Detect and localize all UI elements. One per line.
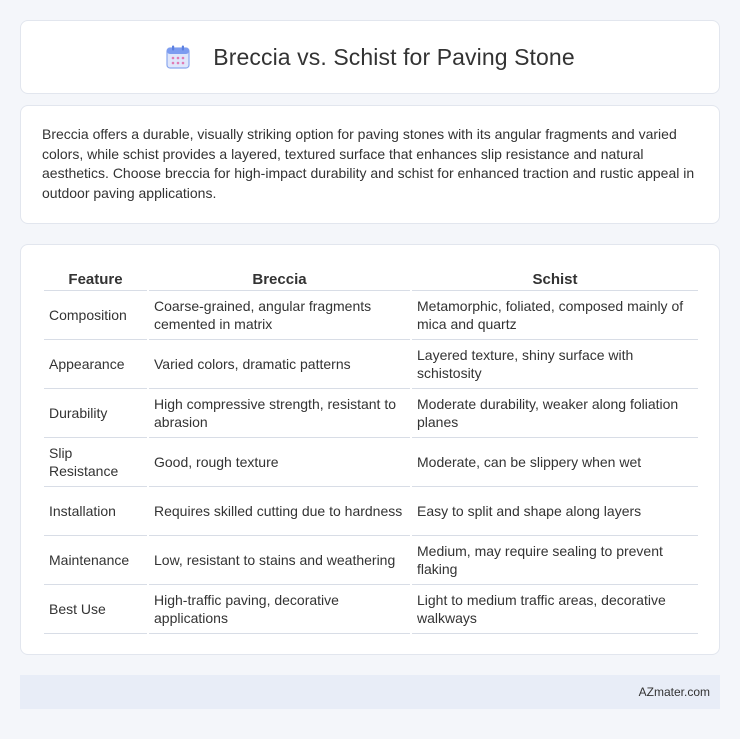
schist-cell: Medium, may require sealing to prevent flaking	[412, 536, 698, 585]
schist-cell: Light to medium traffic areas, decorative walkways	[412, 585, 698, 634]
header-breccia: Breccia	[149, 265, 410, 291]
schist-cell: Easy to split and shape along layers	[412, 487, 698, 536]
feature-cell: Installation	[44, 487, 147, 536]
breccia-cell: High-traffic paving, decorative applications	[149, 585, 410, 634]
footer-site-link[interactable]: AZmater.com	[638, 685, 710, 699]
table-row	[44, 389, 698, 438]
schist-cell: Moderate durability, weaker along foliation planes	[412, 389, 698, 438]
breccia-cell: High compressive strength, resistant to abrasion	[149, 389, 410, 438]
breccia-cell: Low, resistant to stains and weathering	[149, 536, 410, 585]
header-schist: Schist	[412, 265, 698, 291]
summary-text: Breccia offers a durable, visually striking option for paving stones with its angular fragments and varied colors, while schist provides a layered, textured surface that enhances slip resistance and natural aesthetics. Choose breccia for high-impact durability and schist for enhanced traction and rustic appeal in outdoor paving applications.	[42, 126, 695, 201]
feature-cell: Appearance	[44, 340, 147, 389]
schist-cell: Metamorphic, foliated, composed mainly of mica and quartz	[412, 291, 698, 340]
feature-cell: Durability	[44, 389, 147, 438]
table-row	[44, 438, 698, 487]
breccia-cell: Good, rough texture	[149, 438, 410, 487]
comparison-card	[20, 244, 720, 655]
table-row	[44, 487, 698, 536]
table-row	[44, 536, 698, 585]
table-header-row	[44, 265, 698, 291]
table-row	[44, 340, 698, 389]
feature-cell: Best Use	[44, 585, 147, 634]
header-feature: Feature	[44, 265, 147, 291]
feature-cell: Slip Resistance	[44, 438, 147, 487]
table-row	[44, 585, 698, 634]
schist-cell: Layered texture, shiny surface with schistosity	[412, 340, 698, 389]
breccia-cell: Varied colors, dramatic patterns	[149, 340, 410, 389]
schist-cell: Moderate, can be slippery when wet	[412, 438, 698, 487]
breccia-cell: Requires skilled cutting due to hardness	[149, 487, 410, 536]
breccia-cell: Coarse-grained, angular fragments cemented in matrix	[149, 291, 410, 340]
calendar-icon	[165, 44, 191, 70]
feature-cell: Composition	[44, 291, 147, 340]
table-row	[44, 291, 698, 340]
comparison-table	[42, 265, 700, 634]
title-card	[20, 20, 720, 94]
summary-card	[20, 105, 720, 224]
page-title: Breccia vs. Schist for Paving Stone	[213, 43, 575, 70]
footer	[20, 675, 720, 709]
feature-cell: Maintenance	[44, 536, 147, 585]
